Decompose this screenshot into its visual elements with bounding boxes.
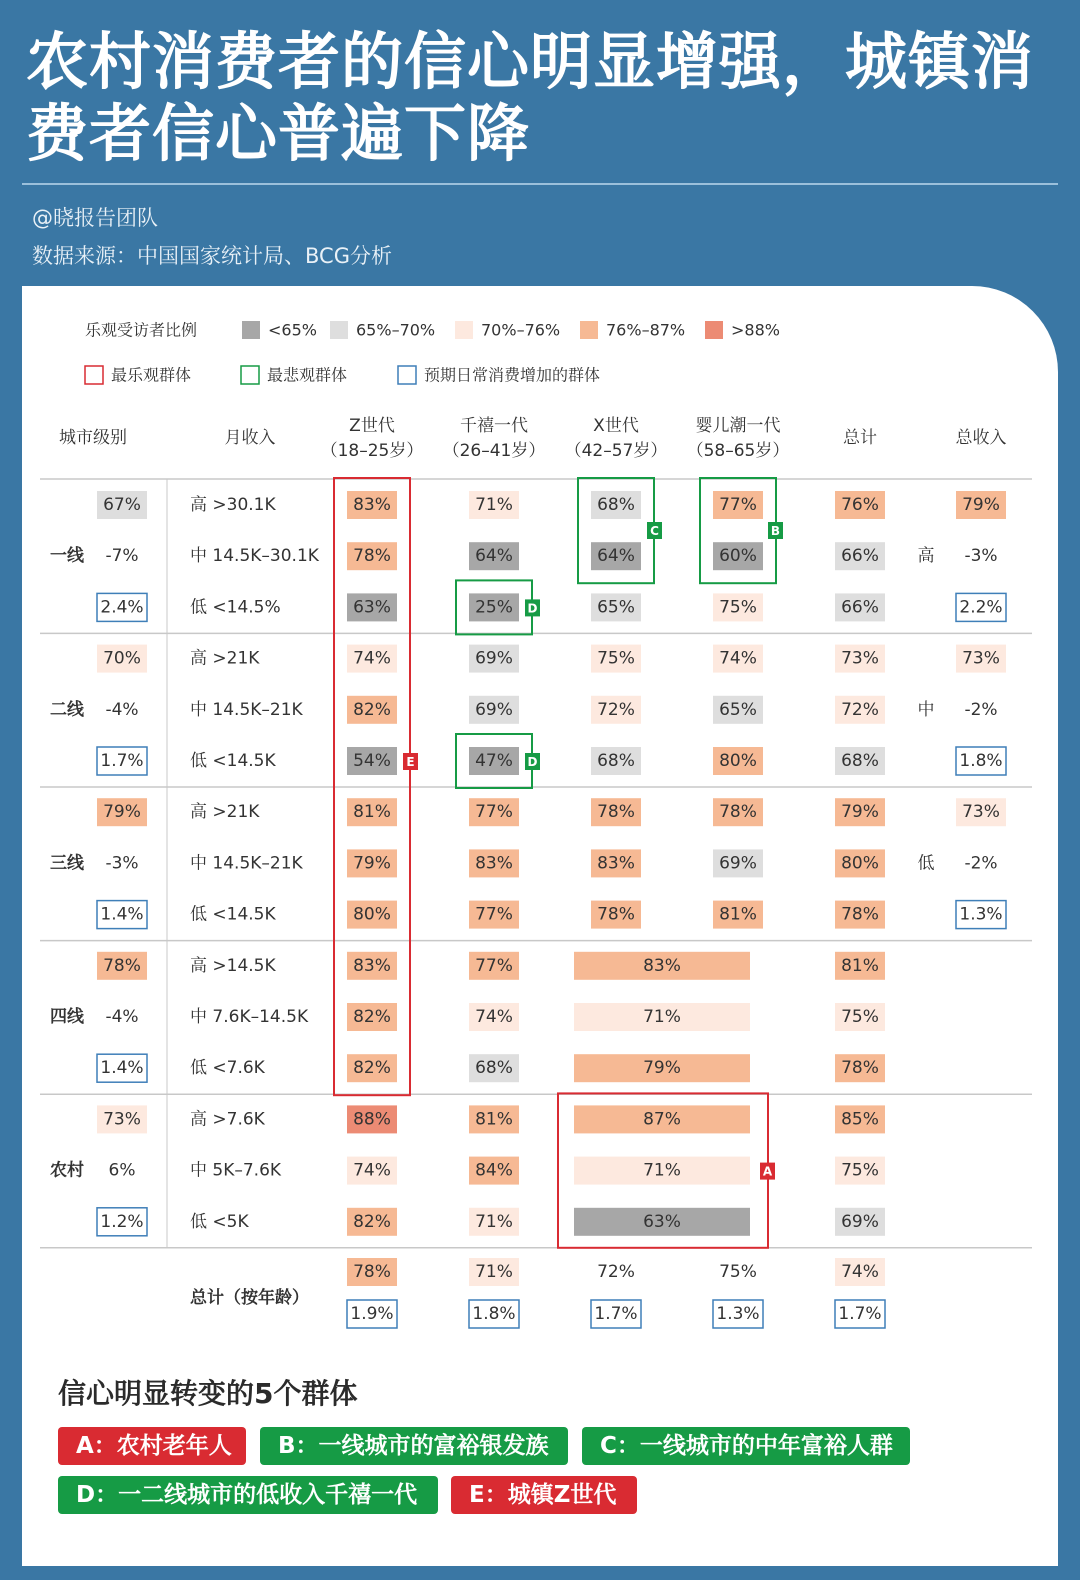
value-1-0-3-label: 74% (719, 648, 757, 669)
legend-label-1: 65%–70% (356, 320, 436, 340)
income-label-1-0: 高 >21K (190, 648, 260, 669)
age-total-3: 75% (719, 1262, 757, 1282)
value-3-0-2-label: 83% (643, 955, 681, 976)
row-total-1-0-label: 73% (841, 648, 879, 669)
tier-total-4-label: 73% (103, 1109, 141, 1130)
value-1-1-1-label: 69% (475, 699, 513, 720)
row-total-1-1-label: 72% (841, 699, 879, 720)
callout-c: C：一线城市的中年富裕人群 (582, 1427, 910, 1465)
income-total-1-label: 73% (962, 648, 1000, 669)
value-4-0-2-label: 87% (643, 1109, 681, 1130)
value-1-0-1-label: 69% (475, 648, 513, 669)
value-2-2-2-label: 78% (597, 904, 635, 925)
value-3-1-2-label: 71% (643, 1007, 681, 1027)
value-2-0-3-label: 78% (719, 802, 757, 823)
value-2-0-1-label: 77% (475, 802, 513, 823)
value-2-1-3-label: 69% (719, 853, 757, 874)
income-label-2-0: 高 >21K (190, 802, 260, 823)
value-3-2-0-label: 82% (353, 1058, 391, 1079)
age-spend-3-label: 1.3% (716, 1304, 760, 1324)
legend-label-0: <65% (268, 320, 317, 340)
row-total-3-1-label: 75% (841, 1007, 879, 1027)
value-2-2-3-label: 81% (719, 904, 757, 925)
value-2-1-1-label: 83% (475, 853, 513, 874)
legend-label-3: 76%–87% (606, 320, 686, 340)
income-label-0-1: 中 14.5K–30.1K (190, 546, 319, 567)
value-0-2-1-label: 25% (475, 597, 513, 618)
row-total-0-0-label: 76% (841, 495, 879, 515)
income-level-2: 低 (917, 853, 935, 874)
legend-marker-2 (398, 366, 416, 384)
col-header-sub-4: （42–57岁） (564, 441, 668, 461)
value-4-1-1-label: 84% (475, 1160, 513, 1181)
tier-total-0-label: 67% (103, 495, 141, 515)
col-header-5: 婴儿潮一代 (695, 416, 781, 436)
col-header-4: X世代 (593, 416, 639, 436)
legend-swatch-2 (455, 321, 473, 339)
age-total-4-label: 74% (841, 1262, 879, 1282)
age-total-label: 总计（按年龄） (190, 1288, 309, 1308)
value-1-2-2-label: 68% (597, 751, 635, 771)
col-header-1: 月收入 (224, 428, 276, 448)
tag-a-letter: A (762, 1164, 773, 1179)
income-label-3-0: 高 >14.5K (190, 955, 276, 976)
col-header-sub-3: （26–41岁） (442, 441, 546, 461)
value-3-2-2-label: 79% (643, 1058, 681, 1079)
value-4-0-0-label: 88% (353, 1109, 391, 1130)
value-4-1-0-label: 74% (353, 1160, 391, 1181)
value-4-2-0-label: 82% (353, 1211, 391, 1232)
value-2-0-2-label: 78% (597, 802, 635, 823)
row-total-4-0-label: 85% (841, 1109, 879, 1130)
tier-spend-3-label: 1.4% (100, 1058, 144, 1079)
row-total-2-0-label: 79% (841, 802, 879, 823)
value-0-2-3-label: 75% (719, 597, 757, 618)
income-spend-1-label: 1.8% (959, 751, 1003, 771)
legend-marker-label-1: 最悲观群体 (267, 365, 348, 385)
callout-a: A：农村老年人 (58, 1427, 246, 1465)
income-spend-2-label: 1.3% (959, 904, 1003, 925)
legend-title: 乐观受访者比例 (85, 320, 198, 340)
tier-name-4: 农村 (50, 1160, 84, 1181)
row-total-4-2-label: 69% (841, 1211, 879, 1232)
tier-spend-0-label: 2.4% (100, 597, 144, 618)
income-change-2: -2% (964, 853, 998, 874)
value-0-0-0-label: 83% (353, 495, 391, 515)
col-header-6: 总计 (843, 428, 877, 448)
row-total-2-2-label: 78% (841, 904, 879, 925)
income-total-2-label: 73% (962, 802, 1000, 823)
income-level-1: 中 (917, 699, 935, 720)
value-0-0-2-label: 68% (597, 495, 635, 515)
income-label-4-0: 高 >7.6K (190, 1109, 265, 1130)
income-label-3-2: 低 <7.6K (190, 1058, 265, 1079)
tag-d1-letter: D (527, 601, 538, 616)
callouts-title: 信心明显转变的5个群体 (58, 1377, 358, 1410)
tier-spend-4-label: 1.2% (100, 1211, 144, 1232)
value-4-2-2-label: 63% (643, 1211, 681, 1232)
source-line: 数据来源：中国国家统计局、BCG分析 (32, 244, 392, 268)
age-spend-1-label: 1.8% (472, 1304, 516, 1324)
tier-change-1: -4% (105, 699, 139, 720)
income-label-1-1: 中 14.5K–21K (190, 699, 303, 720)
callout-e: E：城镇Z世代 (451, 1476, 637, 1514)
value-3-1-1-label: 74% (475, 1007, 513, 1027)
age-total-0-label: 78% (353, 1262, 391, 1282)
tier-name-0: 一线 (50, 546, 84, 567)
value-1-1-3-label: 65% (719, 699, 757, 720)
value-1-2-0-label: 54% (353, 751, 391, 771)
income-level-0: 高 (917, 546, 935, 567)
tag-e-letter: E (406, 755, 415, 769)
income-label-2-1: 中 14.5K–21K (190, 853, 303, 874)
legend-marker-0 (85, 366, 103, 384)
row-total-4-1-label: 75% (841, 1160, 879, 1181)
col-header-3: 千禧一代 (460, 416, 528, 436)
row-total-3-0-label: 81% (841, 955, 879, 976)
tier-change-0: -7% (105, 546, 139, 567)
value-3-0-0-label: 83% (353, 955, 391, 976)
row-total-1-2-label: 68% (841, 751, 879, 771)
col-header-0: 城市级别 (59, 428, 127, 448)
age-total-1-label: 71% (475, 1262, 513, 1282)
value-1-2-1-label: 47% (475, 751, 513, 771)
income-label-4-1: 中 5K–7.6K (190, 1160, 282, 1181)
row-total-0-2-label: 66% (841, 597, 879, 618)
col-header-sub-5: （58–65岁） (686, 441, 790, 461)
tier-total-2-label: 79% (103, 802, 141, 823)
legend-swatch-1 (330, 321, 348, 339)
tag-c-letter: C (650, 524, 659, 538)
value-0-0-1-label: 71% (475, 495, 513, 515)
age-spend-2-label: 1.7% (594, 1304, 638, 1324)
tier-spend-2-label: 1.4% (100, 904, 144, 925)
value-4-0-1-label: 81% (475, 1109, 513, 1130)
tier-change-3: -4% (105, 1007, 139, 1027)
value-0-1-1-label: 64% (475, 546, 513, 567)
legend-marker-label-2: 预期日常消费增加的群体 (424, 365, 601, 385)
value-1-0-2-label: 75% (597, 648, 635, 669)
author-line: @晓报告团队 (32, 206, 158, 230)
legend-marker-label-0: 最乐观群体 (111, 365, 192, 385)
tier-change-2: -3% (105, 853, 139, 874)
age-total-2: 72% (597, 1262, 635, 1282)
legend-label-2: 70%–76% (481, 320, 561, 340)
income-label-0-2: 低 <14.5% (190, 597, 281, 618)
income-total-0-label: 79% (962, 495, 1000, 515)
legend-swatch-0 (242, 321, 260, 339)
value-2-1-2-label: 83% (597, 853, 635, 874)
row-total-0-1-label: 66% (841, 546, 879, 567)
value-3-2-1-label: 68% (475, 1058, 513, 1079)
value-1-1-0-label: 82% (353, 699, 391, 720)
income-label-3-1: 中 7.6K–14.5K (190, 1007, 309, 1027)
value-1-2-3-label: 80% (719, 751, 757, 771)
callout-d: D：一二线城市的低收入千禧一代 (58, 1476, 438, 1514)
tier-name-2: 三线 (50, 853, 84, 874)
tag-b-letter: B (770, 524, 781, 538)
legend-label-4: >88% (731, 320, 780, 340)
tier-total-3-label: 78% (103, 955, 141, 976)
value-0-1-0-label: 78% (353, 546, 391, 567)
value-3-0-1-label: 77% (475, 955, 513, 976)
value-2-1-0-label: 79% (353, 853, 391, 874)
legend-marker-1 (241, 366, 259, 384)
tier-spend-1-label: 1.7% (100, 751, 144, 771)
tier-name-1: 二线 (50, 699, 84, 720)
tier-change-4: 6% (108, 1160, 136, 1181)
value-0-2-0-label: 63% (353, 597, 391, 618)
legend-swatch-4 (705, 321, 723, 339)
income-label-0-0: 高 >30.1K (190, 495, 276, 515)
value-4-1-2-label: 71% (643, 1160, 681, 1181)
value-2-2-0-label: 80% (353, 904, 391, 925)
tier-total-1-label: 70% (103, 648, 141, 669)
row-total-3-2-label: 78% (841, 1058, 879, 1079)
value-0-0-3-label: 77% (719, 495, 757, 515)
legend-swatch-3 (580, 321, 598, 339)
income-change-1: -2% (964, 699, 998, 720)
age-spend-4-label: 1.7% (838, 1304, 882, 1324)
age-spend-0-label: 1.9% (350, 1304, 394, 1324)
tier-name-3: 四线 (50, 1007, 84, 1027)
value-1-0-0-label: 74% (353, 648, 391, 669)
income-label-2-2: 低 <14.5K (190, 904, 276, 925)
col-header-2: Z世代 (349, 416, 395, 436)
value-0-1-3-label: 60% (719, 546, 757, 567)
income-spend-0-label: 2.2% (959, 597, 1003, 618)
value-0-2-2-label: 65% (597, 597, 635, 618)
income-change-0: -3% (964, 546, 998, 567)
value-2-0-0-label: 81% (353, 802, 391, 823)
callout-b: B：一线城市的富裕银发族 (260, 1427, 568, 1465)
value-3-1-0-label: 82% (353, 1007, 391, 1027)
value-1-1-2-label: 72% (597, 699, 635, 720)
col-header-7: 总收入 (955, 428, 1007, 448)
value-2-2-1-label: 77% (475, 904, 513, 925)
tag-d2-letter: D (527, 755, 538, 769)
col-header-sub-2: （18–25岁） (320, 441, 424, 461)
page-title: 农村消费者的信心明显增强，城镇消费者信心普遍下降 (26, 25, 1035, 170)
value-0-1-2-label: 64% (597, 546, 635, 567)
row-total-2-1-label: 80% (841, 853, 879, 874)
income-label-4-2: 低 <5K (190, 1211, 249, 1232)
income-label-1-2: 低 <14.5K (190, 751, 276, 771)
value-4-2-1-label: 71% (475, 1211, 513, 1232)
